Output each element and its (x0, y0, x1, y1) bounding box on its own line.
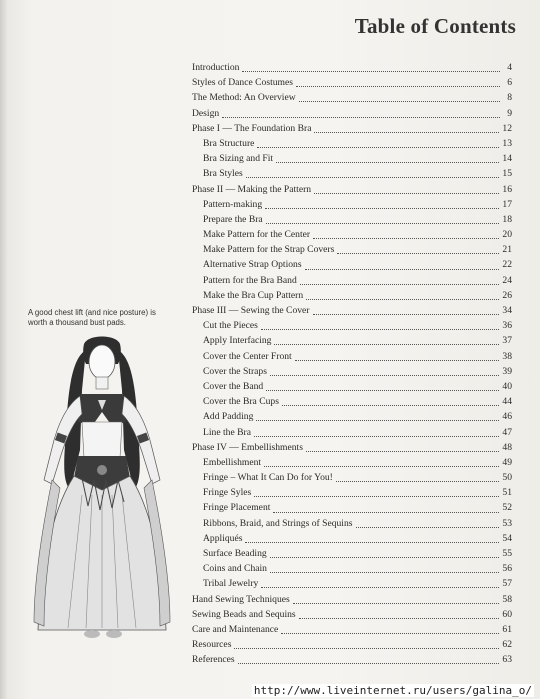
toc-entry-label: References (192, 654, 235, 666)
toc-leader-dots (305, 263, 500, 270)
toc-entry-page: 47 (502, 426, 512, 438)
toc-entry (192, 561, 512, 576)
toc-entry (192, 90, 512, 105)
toc-entry-label: Cover the Bra Cups (203, 396, 279, 408)
toc-entry-page: 6 (507, 77, 512, 89)
toc-leader-dots (306, 293, 499, 300)
toc-entry-page: 8 (507, 92, 512, 104)
toc-entry-page: 13 (502, 137, 512, 149)
toc-leader-dots (222, 111, 500, 118)
toc-entry (192, 136, 512, 151)
toc-leader-dots (257, 141, 499, 148)
toc-entry (192, 409, 512, 424)
toc-entry-label: Fringe Placement (203, 502, 271, 514)
toc-entry-label: Apply Interfacing (203, 335, 272, 347)
toc-entry (192, 303, 512, 318)
toc-entry-page: 49 (502, 456, 512, 468)
toc-leader-dots (254, 430, 499, 437)
toc-leader-dots (254, 490, 499, 497)
toc-entry-page: 37 (502, 335, 512, 347)
toc-entry (192, 197, 512, 212)
toc-entry-page: 63 (502, 654, 512, 666)
toc-leader-dots (296, 80, 500, 87)
toc-entry-page: 12 (502, 122, 512, 134)
toc-entry (192, 455, 512, 470)
toc-entry-page: 44 (502, 396, 512, 408)
toc-leader-dots (270, 551, 500, 558)
toc-entry-label: Sewing Beads and Sequins (192, 608, 296, 620)
toc-entry-label: Introduction (192, 62, 240, 73)
toc-entry (192, 242, 512, 257)
toc-entry-page: 9 (507, 107, 512, 119)
toc-entry-label: Hand Sewing Techniques (192, 593, 290, 605)
toc-entry-page: 51 (502, 487, 512, 499)
toc-entry (192, 166, 512, 181)
toc-entry-page: 17 (502, 198, 512, 210)
toc-entry-page: 46 (502, 411, 512, 423)
toc-entry-label: Ribbons, Braid, and Strings of Sequins (203, 517, 353, 529)
toc-entry (192, 592, 512, 607)
toc-entry-page: 20 (502, 229, 512, 241)
toc-entry (192, 121, 512, 136)
toc-entry-label: Fringe Syles (203, 487, 252, 499)
toc-entry-label: Styles of Dance Costumes (192, 77, 293, 89)
toc-entry-page: 38 (502, 350, 512, 362)
toc-leader-dots (299, 612, 500, 619)
toc-entry-label: Coins and Chain (203, 563, 267, 575)
toc-entry (192, 516, 512, 531)
toc-entry-label: Alternative Strap Options (203, 259, 302, 271)
toc-entry-label: Surface Beading (203, 548, 267, 559)
toc-entry (192, 349, 512, 364)
toc-entry-label: Cover the Straps (203, 365, 267, 377)
toc-entry (192, 227, 512, 242)
toc-leader-dots (238, 657, 500, 664)
toc-entry-page: 34 (502, 305, 512, 316)
toc-entry-label: Fringe – What It Can Do for You! (203, 472, 333, 484)
toc-leader-dots (266, 384, 499, 391)
toc-entry (192, 212, 512, 227)
toc-entry-label: Cover the Band (203, 380, 264, 392)
toc-leader-dots (295, 354, 500, 361)
toc-entry-page: 56 (502, 563, 512, 575)
toc-entry-label: Resources (192, 639, 232, 651)
toc-leader-dots (273, 506, 499, 513)
toc-entry (192, 637, 512, 652)
toc-entry-page: 50 (502, 472, 512, 484)
toc-entry (192, 257, 512, 272)
toc-leader-dots (299, 95, 500, 102)
toc-entry-label: Add Padding (203, 411, 254, 423)
toc-leader-dots (242, 65, 500, 72)
toc-entry-page: 39 (502, 365, 512, 377)
toc-leader-dots (276, 156, 499, 163)
toc-entry-page: 21 (502, 244, 512, 256)
toc-entry (192, 607, 512, 622)
toc-entry-page: 61 (502, 623, 512, 635)
toc-entry (192, 318, 512, 333)
toc-entry (192, 182, 512, 197)
toc-entry-label: Bra Styles (203, 168, 243, 180)
toc-entry-page: 16 (502, 183, 512, 195)
toc-entry-page: 48 (502, 441, 512, 453)
toc-leader-dots (313, 232, 499, 239)
toc-leader-dots (245, 536, 499, 543)
toc-entry-label: Line the Bra (203, 426, 251, 438)
toc-entry-label: Cover the Center Front (203, 350, 292, 362)
toc-entry-page: 36 (502, 320, 512, 332)
dancer-illustration (22, 330, 184, 660)
toc-entry-label: Phase I — The Foundation Bra (192, 122, 312, 134)
toc-leader-dots (274, 338, 499, 345)
toc-entry (192, 379, 512, 394)
toc-entry (192, 60, 512, 75)
toc-entry-page: 52 (502, 502, 512, 514)
toc-entry-page: 15 (502, 168, 512, 180)
toc-entry (192, 151, 512, 166)
toc-leader-dots (266, 217, 500, 224)
toc-leader-dots (264, 460, 499, 467)
toc-entry-label: Cut the Pieces (203, 320, 258, 332)
source-url: http://www.liveinternet.ru/users/galina_o/ (253, 684, 532, 697)
toc-entry-page: 14 (502, 153, 512, 165)
toc-entry-page: 26 (502, 289, 512, 301)
toc-leader-dots (270, 369, 499, 376)
page-spine-shadow (0, 0, 8, 699)
toc-entry (192, 394, 512, 409)
toc-entry-page: 62 (502, 639, 512, 651)
toc-leader-dots (261, 581, 499, 588)
toc-entry-page: 24 (502, 274, 512, 286)
toc-entry (192, 75, 512, 90)
toc-entry-label: Phase IV — Embellishments (192, 441, 303, 453)
toc-entry (192, 288, 512, 303)
toc-entry (192, 364, 512, 379)
toc-leader-dots (270, 566, 499, 573)
toc-entry-label: Design (192, 107, 220, 119)
toc-entry-label: Make Pattern for the Center (203, 229, 311, 241)
toc-entry-label: Care and Maintenance (192, 623, 279, 635)
toc-leader-dots (337, 247, 499, 254)
page-title: Table of Contents (354, 14, 516, 38)
toc-leader-dots (293, 597, 500, 604)
toc-entry-label: Phase III — Sewing the Cover (192, 305, 310, 316)
toc-entry (192, 531, 512, 546)
toc-leader-dots (336, 475, 500, 482)
toc-entry-page: 58 (502, 593, 512, 605)
toc-entry-page: 54 (502, 532, 512, 544)
toc-entry-page: 40 (502, 380, 512, 392)
toc-entry-label: Embellishment (203, 456, 262, 468)
toc-leader-dots (261, 323, 500, 330)
toc-entry-label: Pattern-making (203, 198, 263, 210)
toc-leader-dots (282, 399, 499, 406)
toc-entry-label: Prepare the Bra (203, 213, 263, 225)
toc-entry (192, 470, 512, 485)
toc-leader-dots (306, 445, 499, 452)
toc-entry-label: Tribal Jewelry (203, 578, 259, 590)
toc-leader-dots (281, 627, 499, 634)
toc-entry-label: Bra Sizing and Fit (203, 153, 274, 165)
toc-entry (192, 425, 512, 440)
toc-entry (192, 622, 512, 637)
toc-entry (192, 106, 512, 121)
toc-entry-label: Phase II — Making the Pattern (192, 183, 312, 195)
toc-entry (192, 333, 512, 348)
toc-entry-page: 4 (507, 62, 512, 73)
toc-entry-page: 53 (502, 517, 512, 529)
toc-leader-dots (300, 278, 500, 285)
toc-leader-dots (234, 642, 499, 649)
toc-entry (192, 652, 512, 667)
illustration-caption: A good chest lift (and nice posture) is worth a thousand bust pads. (28, 308, 156, 327)
toc-entry (192, 576, 512, 591)
toc-entry (192, 546, 512, 561)
toc-entry-label: The Method: An Overview (192, 92, 296, 104)
toc-entry (192, 273, 512, 288)
toc-entry-label: Make Pattern for the Strap Covers (203, 244, 335, 256)
toc-entry-page: 55 (502, 548, 512, 559)
toc-entry-page: 22 (502, 259, 512, 271)
toc-entry (192, 485, 512, 500)
toc-leader-dots (314, 126, 499, 133)
toc-leader-dots (314, 187, 499, 194)
toc-entry-page: 18 (502, 213, 512, 225)
toc-entry (192, 500, 512, 515)
toc-entry-label: Pattern for the Bra Band (203, 274, 297, 286)
toc-leader-dots (256, 414, 499, 421)
toc-leader-dots (246, 171, 500, 178)
toc-leader-dots (265, 202, 499, 209)
toc-entry-label: Make the Bra Cup Pattern (203, 289, 304, 301)
toc-entry-page: 57 (502, 578, 512, 590)
toc-entry-label: Appliqués (203, 532, 243, 544)
toc-leader-dots (313, 308, 500, 315)
table-of-contents (192, 60, 512, 668)
toc-entry-label: Bra Structure (203, 137, 255, 149)
toc-entry-page: 60 (502, 608, 512, 620)
toc-leader-dots (356, 521, 500, 528)
toc-entry (192, 440, 512, 455)
